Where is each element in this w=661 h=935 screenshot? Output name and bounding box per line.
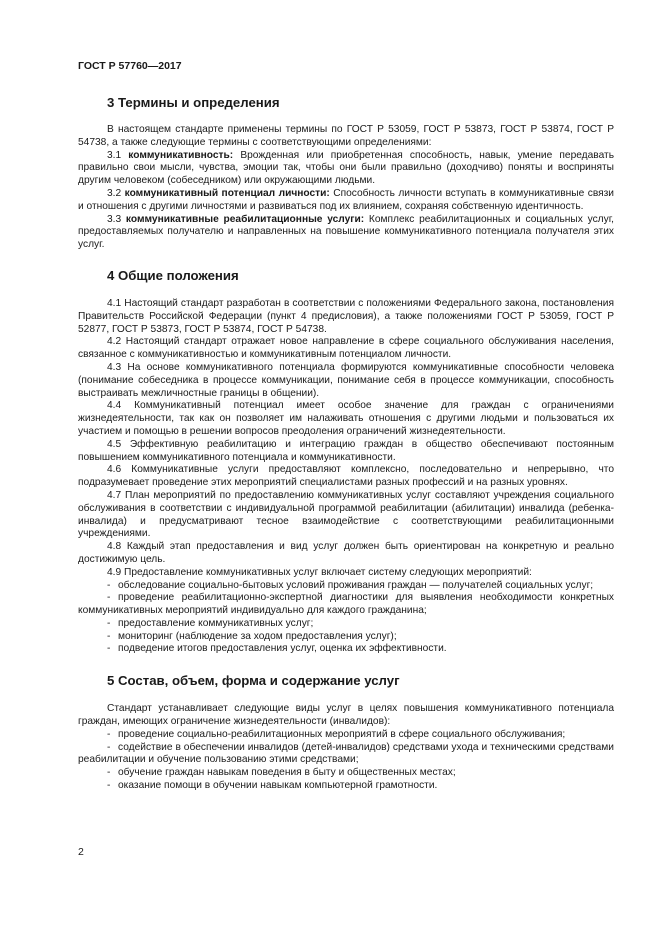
paragraph-4-3: 4.3 На основе коммуникативного потенциала формируются коммуникативные способности человека (понимание собеседника в процессе коммуникации, понимание себя в процессе коммуникации, способность выстраивать межличностные границы в общении).: [78, 361, 614, 399]
term-definition: Способность личности вступать в коммуникативные связи и отношения с другими личностями и развиваться под их влиянием, сохраняя собственную идентичность.: [78, 187, 614, 212]
section-3-intro: В настоящем стандарте применены термины по ГОСТ Р 53059, ГОСТ Р 53873, ГОСТ Р 53874, ГОСТ Р 54738, а также следующие термины с соответствующими определениями:: [78, 124, 614, 148]
paragraph-4-1: 4.1 Настоящий стандарт разработан в соответствии с положениями Федерального закона, постановления Правительств Российской Федерации (пункт 4 предисловия), а также положениями ГОСТ Р 53059, ГОСТ Р 52877, ГОСТ Р 53873, ГОСТ Р 53874, ГОСТ Р 54738.: [78, 297, 614, 335]
list-item: - проведение социально-реабилитационных мероприятий в сфере социального обслуживания;: [78, 729, 614, 742]
paragraph-4-9: 4.9 Предоставление коммуникативных услуг включает систему следующих мероприятий:: [107, 566, 532, 578]
list-item: - подведение итогов предоставления услуг, оценка их эффективности.: [78, 643, 614, 656]
term-3-3: [78, 214, 614, 252]
standard-header: ГОСТ Р 57760—2017: [78, 60, 182, 72]
list-item: - оказание помощи в обучении навыкам компьютерной грамотности.: [78, 780, 614, 793]
term-number: 3.3: [107, 213, 126, 225]
document-body: [78, 95, 614, 793]
term-3-2: [78, 188, 614, 214]
list-item: - проведение реабилитационно-экспертной диагностики для выявления необходимости конкретных коммуникативных мероприятий индивидуально для каждого гражданина;: [78, 592, 614, 618]
list-item: - содействие в обеспечении инвалидов (детей-инвалидов) средствами ухода и техническими средствами реабилитации и обучение пользованию этими средствами;: [78, 742, 614, 768]
term-name: коммуникативные реабилитационные услуги:: [125, 213, 365, 225]
term-definition: Комплекс реабилитационных и социальных услуг, предоставляемых получателю и направленных на повышение коммуникативного потенциала получателя этих услуг.: [78, 213, 615, 251]
section-5-heading: 5 Состав, объем, форма и содержание услуг: [107, 673, 400, 689]
list-item: - мониторинг (наблюдение за ходом предоставления услуг);: [78, 631, 614, 644]
paragraph-4-7: 4.7 План мероприятий по предоставлению коммуникативных услуг составляют учреждения социального обслуживания в соответствии с индивидуальной программой реабилитации (абилитации) инвалида (ребенка-инвалида) и предусматривают тесное взаимодействие с соответствующими реабилитационными учреждениями.: [78, 489, 614, 540]
list-item: - предоставление коммуникативных услуг;: [78, 618, 614, 631]
paragraph-4-8: 4.8 Каждый этап предоставления и вид услуг должен быть ориентирован на конкретную и реально достижимую цель.: [78, 541, 614, 565]
paragraph-4-2: 4.2 Настоящий стандарт отражает новое направление в сфере социального обслуживания населения, связанное с коммуникативностью и коммуникативным потенциалом личности.: [78, 336, 614, 361]
term-number: 3.1: [107, 149, 129, 161]
term-name: коммуникативный потенциал личности:: [124, 187, 330, 199]
paragraph-4-6: 4.6 Коммуникативные услуги предоставляют комплексно, последовательно и непрерывно, что подразумевает проведение этих мероприятий специалистами разных профессий и на разных уровнях.: [78, 464, 614, 489]
term-3-1: [78, 150, 614, 188]
paragraph-4-5: 4.5 Эффективную реабилитацию и интеграцию граждан в общество обеспечивают постоянным повышением коммуникативного потенциала и коммуникативности.: [78, 438, 614, 463]
list-item: - обследование социально-бытовых условий проживания граждан — получателей социальных услуг;: [78, 580, 614, 593]
term-name: коммуникативность:: [128, 149, 234, 161]
term-definition: Врожденная или приобретенная способность, навык, умение передавать правильно свои мысли, чувства, эмоции так, чтобы они были правильно (доходчиво) поняты и восприняты другим человеком (собеседником) или окружающими людьми.: [78, 149, 615, 187]
term-number: 3.2: [107, 187, 125, 199]
paragraph-4-4: 4.4 Коммуникативный потенциал имеет особое значение для граждан с ограничениями жизнедеятельности, так как он позволяет им налаживать отношения с другими людьми и пользоваться их участием и помощью в решении вопросов преодоления ограничений жизнедеятельности.: [78, 400, 614, 437]
page-number: 2: [78, 846, 84, 858]
section-4-heading: 4 Общие положения: [107, 267, 239, 283]
list-item: - обучение граждан навыкам поведения в быту и общественных местах;: [78, 767, 614, 780]
section-5-intro: Стандарт устанавливает следующие виды услуг в целях повышения коммуникативного потенциала граждан, имеющих ограничение жизнедеятельности (инвалидов):: [78, 703, 614, 728]
section-3-heading: 3 Термины и определения: [107, 95, 280, 110]
